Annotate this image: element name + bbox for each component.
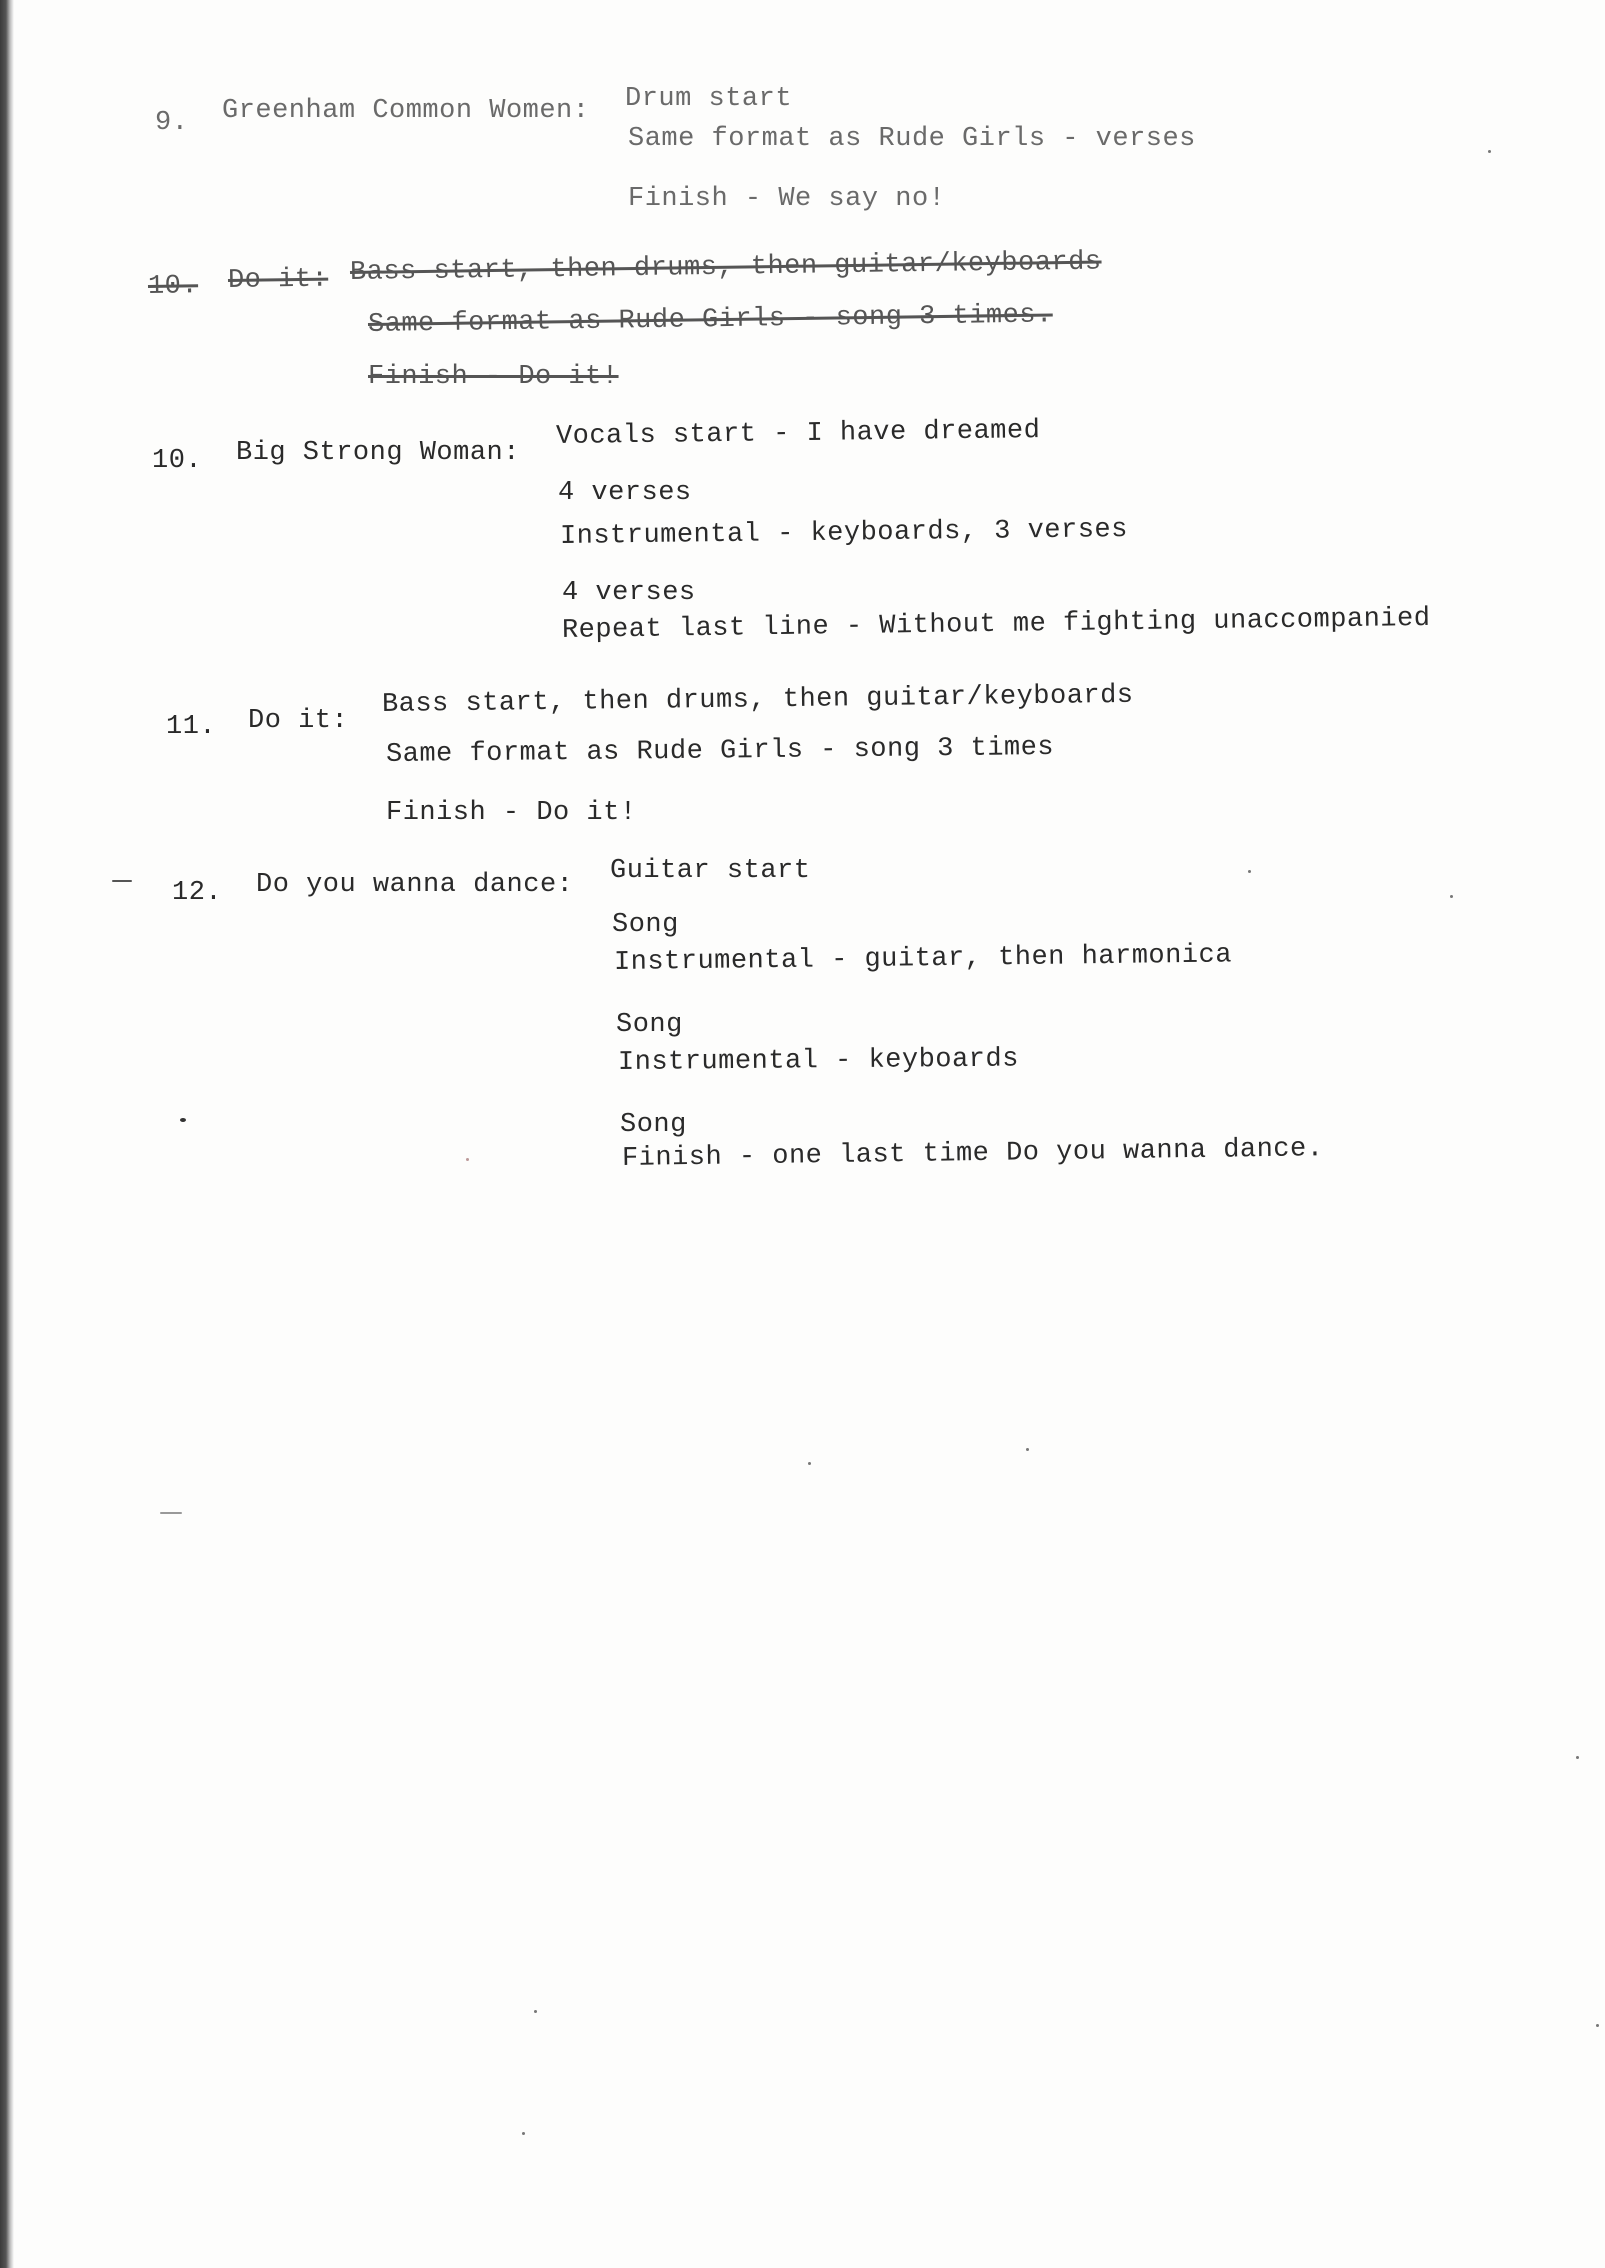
struck-entry-number: 10. (147, 271, 199, 302)
entry-10-line-3: Instrumental - keyboards, 3 verses (559, 515, 1129, 552)
entry-12-line-3: Instrumental - guitar, then harmonica (613, 940, 1233, 978)
entry-12-title: Do you wanna dance: (256, 870, 574, 900)
scan-speck (534, 2010, 537, 2013)
entry-12-line-7: Finish - one last time Do you wanna dance. (621, 1134, 1324, 1174)
entry-10-line-4: 4 verses (562, 578, 696, 608)
entry-11-title: Do it: (248, 706, 349, 736)
scan-speck (1248, 870, 1251, 873)
entry-10-number: 10. (152, 446, 203, 476)
entry-9-number: 9. (155, 108, 189, 138)
scan-speck (180, 1118, 186, 1122)
scan-speck (466, 1158, 469, 1161)
entry-9-line-2: Same format as Rude Girls - verses (628, 124, 1196, 154)
entry-9-line-3: Finish - We say no! (628, 184, 946, 214)
scan-speck (1596, 2024, 1599, 2027)
entry-11-line-1: Bass start, then drums, then guitar/keyboards (381, 680, 1134, 720)
entry-11-number: 11. (166, 712, 217, 742)
scan-speck (522, 2132, 525, 2135)
entry-11-line-3: Finish - Do it! (386, 798, 637, 828)
entry-12-line-1: Guitar start (610, 856, 811, 886)
entry-12-line-5: Instrumental - keyboards (617, 1044, 1019, 1078)
entry-10-title: Big Strong Woman: (236, 438, 520, 468)
scan-speck (1576, 1756, 1579, 1759)
scan-speck (112, 880, 132, 882)
entry-11-line-2: Same format as Rude Girls - song 3 times (385, 733, 1055, 770)
entry-12-line-6: Song (620, 1110, 687, 1140)
scan-edge (0, 0, 14, 2268)
struck-entry-title: Do it: (227, 264, 329, 296)
entry-10-line-5: Repeat last line - Without me fighting unaccompanied (561, 603, 1431, 646)
struck-entry-line-3: Finish - Do it! (368, 362, 619, 392)
scan-speck (1488, 150, 1491, 153)
entry-12-number: 12. (172, 878, 223, 908)
entry-10-line-1: Vocals start - I have dreamed (555, 416, 1041, 452)
scan-speck (1026, 1448, 1029, 1451)
scan-speck (808, 1462, 811, 1465)
scan-speck (1450, 895, 1453, 898)
entry-10-line-2: 4 verses (558, 478, 692, 508)
struck-entry-line-1: Bass start, then drums, then guitar/keyboards (349, 247, 1102, 288)
entry-12-line-4: Song (616, 1010, 683, 1040)
entry-9-title: Greenham Common Women: (222, 96, 590, 126)
struck-entry-line-2: Same format as Rude Girls - song 3 times. (367, 300, 1053, 340)
scan-speck (160, 1512, 182, 1514)
entry-12-line-2: Song (612, 910, 679, 940)
entry-9-line-1: Drum start (625, 84, 793, 114)
